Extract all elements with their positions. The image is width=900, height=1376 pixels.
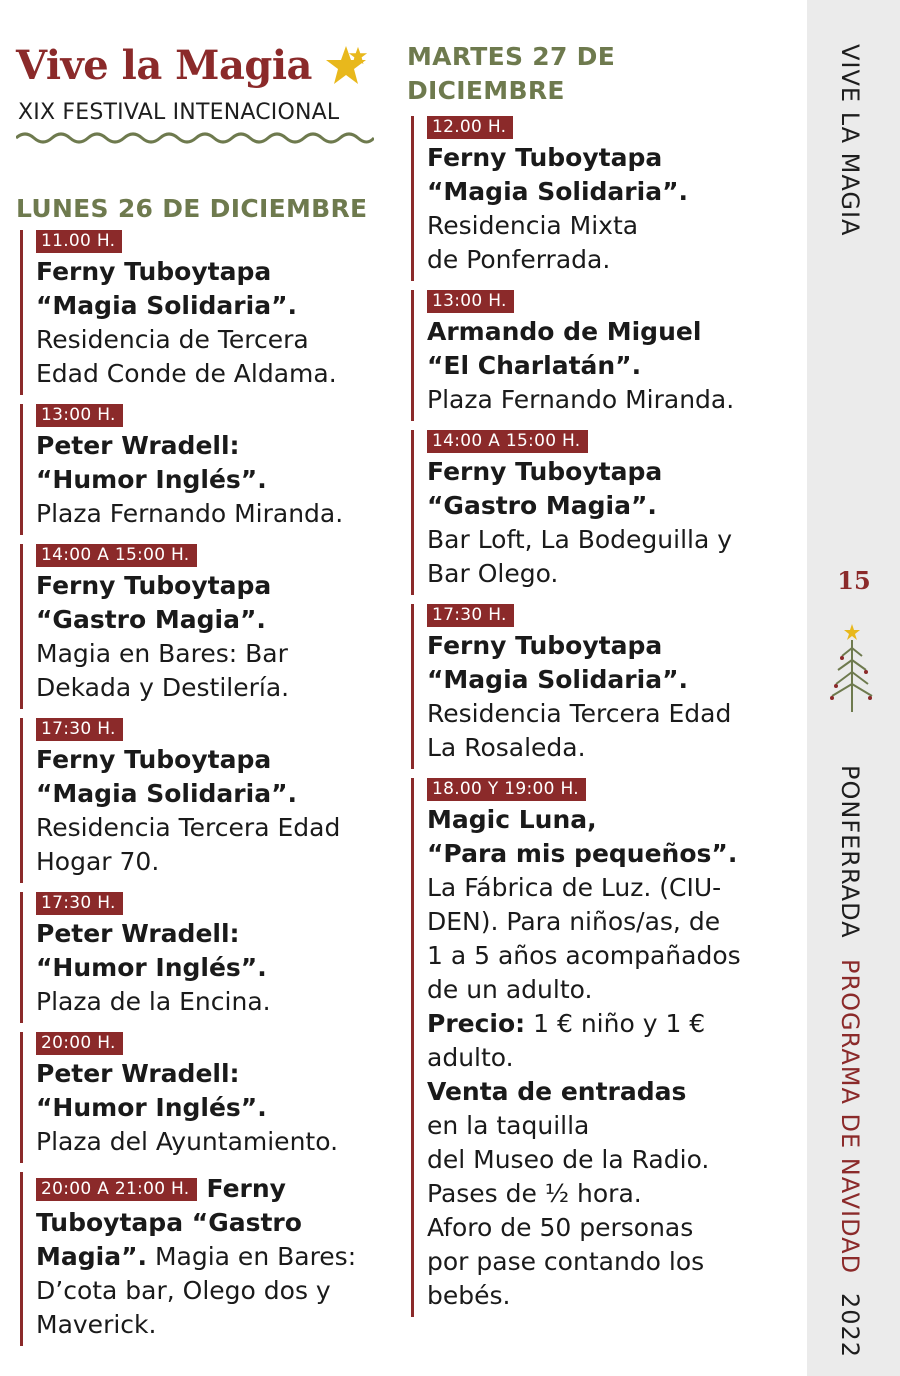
event-performer: Ferny Tuboytapa bbox=[427, 631, 663, 660]
event-show: “Magia Solidaria”. bbox=[427, 177, 688, 206]
event-performer: Ferny bbox=[206, 1174, 286, 1203]
event-details: en la taquilla bbox=[427, 1111, 590, 1140]
event-time: 20:00 A 21:00 H. bbox=[36, 1178, 197, 1201]
event-performer: Ferny Tuboytapa bbox=[36, 257, 272, 286]
logo-subtitle: XIX FESTIVAL INTENACIONAL bbox=[18, 100, 340, 125]
event-venue: Plaza de la Encina. bbox=[36, 987, 271, 1016]
event-price-cont: adulto. bbox=[427, 1043, 514, 1072]
event-first-line bbox=[36, 1172, 376, 1206]
event-venue: Residencia de Tercera bbox=[36, 325, 309, 354]
event-performer: Peter Wradell: bbox=[36, 1059, 240, 1088]
event-details: bebés. bbox=[427, 1281, 511, 1310]
event-venue: Bar Olego. bbox=[427, 559, 559, 588]
monday-heading: LUNES 26 DE DICIEMBRE bbox=[16, 194, 368, 223]
event-item bbox=[407, 604, 777, 769]
event-venue: Magia en Bares: bbox=[147, 1242, 357, 1271]
event-item bbox=[16, 230, 376, 395]
event-item bbox=[16, 544, 376, 709]
price-value: 1 € niño y 1 € bbox=[525, 1009, 706, 1038]
event-venue: La Fábrica de Luz. (CIU- bbox=[427, 873, 722, 902]
christmas-tree-icon bbox=[826, 622, 878, 714]
logo-title: Vive la Magia bbox=[16, 42, 312, 89]
event-venue: Residencia Tercera Edad bbox=[36, 813, 341, 842]
event-details: Pases de ½ hora. bbox=[427, 1179, 642, 1208]
tuesday-heading bbox=[407, 40, 777, 108]
tuesday-heading-line2: DICIEMBRE bbox=[407, 76, 565, 105]
event-show: “Humor Inglés”. bbox=[36, 465, 267, 494]
event-show: “Humor Inglés”. bbox=[36, 953, 267, 982]
event-performer: Ferny Tuboytapa bbox=[36, 571, 272, 600]
event-performer: Peter Wradell: bbox=[36, 919, 240, 948]
event-time: 20:00 H. bbox=[36, 1032, 123, 1055]
event-show: Magia”. bbox=[36, 1242, 148, 1271]
event-time: 17:30 H. bbox=[36, 718, 123, 741]
ticket-sale-label: Venta de entradas bbox=[427, 1077, 687, 1106]
event-show: “Magia Solidaria”. bbox=[36, 779, 297, 808]
event-item bbox=[16, 1172, 376, 1346]
festival-logo bbox=[16, 42, 376, 157]
event-item bbox=[407, 116, 777, 281]
event-venue: Hogar 70. bbox=[36, 847, 160, 876]
event-performer: Ferny Tuboytapa bbox=[36, 745, 272, 774]
event-item bbox=[407, 778, 777, 1317]
event-item bbox=[16, 1032, 376, 1163]
event-time: 11.00 H. bbox=[36, 230, 122, 253]
event-venue: D’cota bar, Olego dos y bbox=[36, 1276, 331, 1305]
event-price bbox=[427, 1007, 777, 1041]
event-details: Aforo de 50 personas bbox=[427, 1213, 694, 1242]
sidebar-program: PROGRAMA DE NAVIDAD bbox=[836, 959, 864, 1275]
sidebar-year: 2022 bbox=[836, 1292, 864, 1358]
event-time: 17:30 H. bbox=[427, 604, 514, 627]
event-item bbox=[407, 290, 777, 421]
event-venue: Plaza Fernando Miranda. bbox=[427, 385, 735, 414]
sidebar-title: VIVE LA MAGIA bbox=[836, 44, 864, 237]
tuesday-heading-line1: MARTES 27 DE bbox=[407, 42, 616, 71]
event-time: 18.00 Y 19:00 H. bbox=[427, 778, 586, 801]
event-time: 13:00 H. bbox=[36, 404, 123, 427]
wave-divider bbox=[16, 130, 374, 146]
event-venue: Magia en Bares: Bar bbox=[36, 639, 288, 668]
event-time: 14:00 A 15:00 H. bbox=[427, 430, 588, 453]
event-item bbox=[16, 892, 376, 1023]
event-show: “Magia Solidaria”. bbox=[427, 665, 688, 694]
event-item bbox=[407, 430, 777, 595]
event-venue: Residencia Tercera Edad bbox=[427, 699, 732, 728]
event-venue: La Rosaleda. bbox=[427, 733, 586, 762]
event-details: del Museo de la Radio. bbox=[427, 1145, 710, 1174]
event-show: “Humor Inglés”. bbox=[36, 1093, 267, 1122]
event-details: de un adulto. bbox=[427, 975, 593, 1004]
event-show-line bbox=[36, 1240, 376, 1274]
event-time: 13:00 H. bbox=[427, 290, 514, 313]
event-venue: Bar Loft, La Bodeguilla y bbox=[427, 525, 733, 554]
event-venue: Dekada y Destilería. bbox=[36, 673, 290, 702]
price-label: Precio: bbox=[427, 1009, 526, 1038]
event-venue: Maverick. bbox=[36, 1310, 157, 1339]
event-performer: Armando de Miguel bbox=[427, 317, 702, 346]
event-venue: Plaza del Ayuntamiento. bbox=[36, 1127, 339, 1156]
event-show: “El Charlatán”. bbox=[427, 351, 642, 380]
event-venue: Plaza Fernando Miranda. bbox=[36, 499, 344, 528]
event-time: 14:00 A 15:00 H. bbox=[36, 544, 197, 567]
tuesday-column bbox=[407, 40, 777, 1326]
sidebar-footer bbox=[836, 765, 864, 1358]
page-number: 15 bbox=[837, 566, 871, 595]
sidebar-city: PONFERRADA bbox=[836, 765, 864, 939]
event-performer: Magic Luna, bbox=[427, 805, 597, 834]
event-item bbox=[16, 718, 376, 883]
event-details: DEN). Para niños/as, de bbox=[427, 907, 721, 936]
event-venue: Residencia Mixta bbox=[427, 211, 639, 240]
event-time: 12.00 H. bbox=[427, 116, 513, 139]
event-performer: Peter Wradell: bbox=[36, 431, 240, 460]
event-performer: Ferny Tuboytapa bbox=[427, 457, 663, 486]
event-performer: Ferny Tuboytapa bbox=[427, 143, 663, 172]
event-time: 17:30 H. bbox=[36, 892, 123, 915]
small-star-icon bbox=[348, 46, 368, 66]
event-venue: de Ponferrada. bbox=[427, 245, 611, 274]
event-details: por pase contando los bbox=[427, 1247, 705, 1276]
event-show: “Para mis pequeños”. bbox=[427, 839, 738, 868]
event-venue: Edad Conde de Aldama. bbox=[36, 359, 337, 388]
event-details: 1 a 5 años acompañados bbox=[427, 941, 741, 970]
event-show: “Gastro Magia”. bbox=[427, 491, 657, 520]
event-show: “Magia Solidaria”. bbox=[36, 291, 297, 320]
event-performer: Tuboytapa “Gastro bbox=[36, 1208, 302, 1237]
event-show: “Gastro Magia”. bbox=[36, 605, 266, 634]
monday-column bbox=[16, 192, 376, 1355]
event-item bbox=[16, 404, 376, 535]
